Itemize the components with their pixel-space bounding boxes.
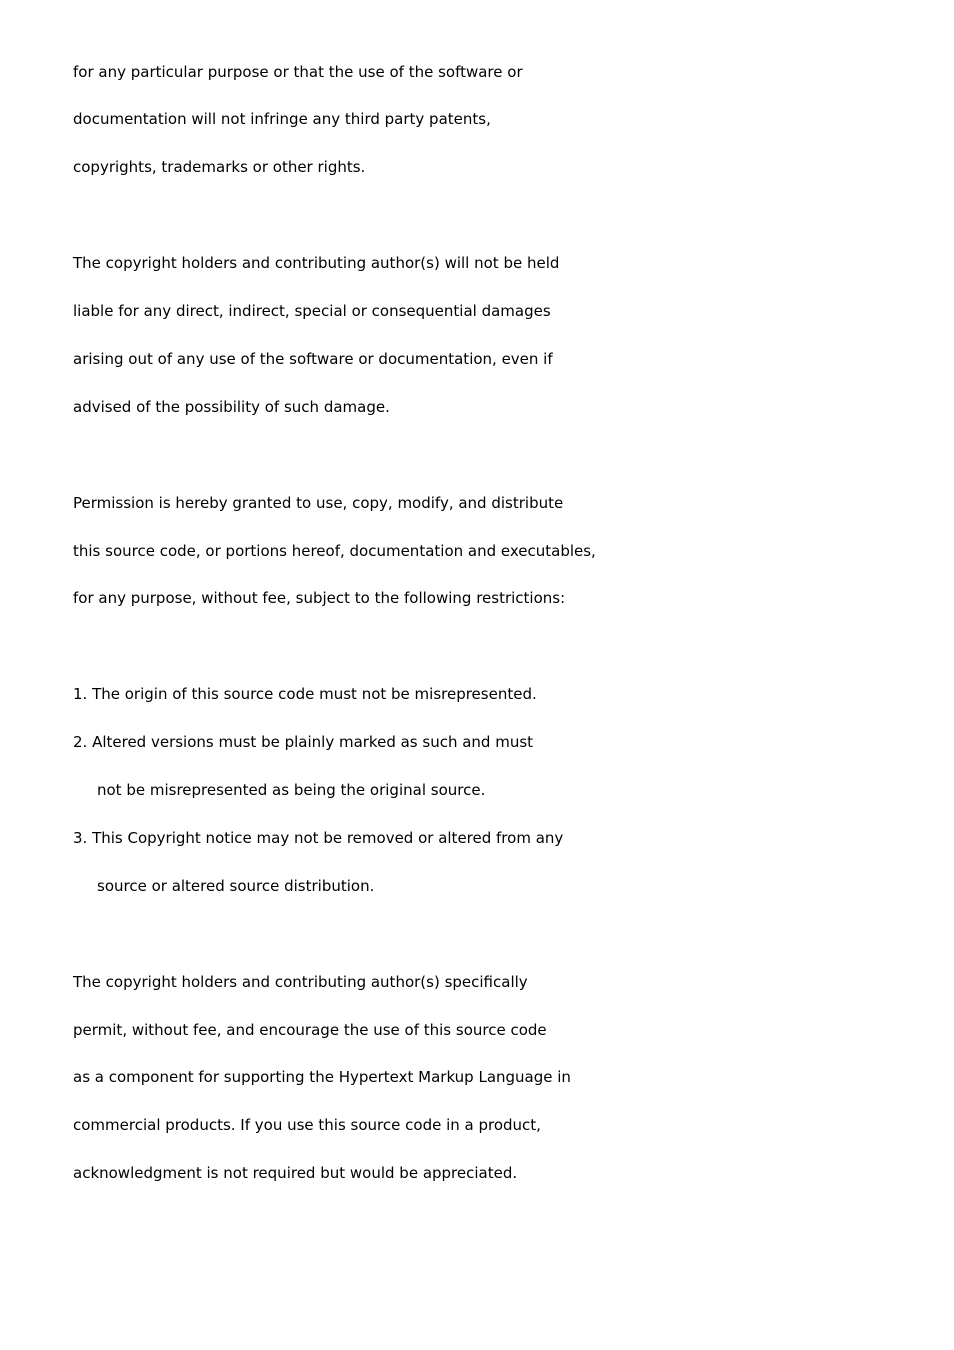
text-line: permit, without fee, and encourage the use of this source code bbox=[73, 1021, 547, 1039]
text-line: documentation will not infringe any third party patents, bbox=[73, 110, 491, 128]
text-line: for any purpose, without fee, subject to the following restrictions: bbox=[73, 589, 566, 607]
text-line: Permission is hereby granted to use, copy, modify, and distribute bbox=[73, 494, 564, 512]
text-line: as a component for supporting the Hypertext Markup Language in bbox=[73, 1068, 571, 1086]
text-line: acknowledgment is not required but would be appreciated. bbox=[73, 1164, 518, 1182]
text-line: arising out of any use of the software or documentation, even if bbox=[73, 350, 553, 368]
text-line: advised of the possibility of such damage. bbox=[73, 398, 390, 416]
text-line: for any particular purpose or that the use of the software or bbox=[73, 63, 523, 81]
text-line: commercial products. If you use this source code in a product, bbox=[73, 1116, 541, 1134]
text-line: copyrights, trademarks or other rights. bbox=[73, 158, 366, 176]
list-item: 1. The origin of this source code must not be misrepresented. bbox=[73, 685, 537, 703]
text-line: this source code, or portions hereof, documentation and executables, bbox=[73, 542, 596, 560]
list-item: 2. Altered versions must be plainly marked as such and must bbox=[73, 733, 534, 751]
text-line: liable for any direct, indirect, special or consequential damages bbox=[73, 302, 551, 320]
text-line: The copyright holders and contributing author(s) will not be held bbox=[73, 254, 560, 272]
text-line: The copyright holders and contributing author(s) specifically bbox=[73, 973, 528, 991]
list-item: 3. This Copyright notice may not be removed or altered from any bbox=[73, 829, 564, 847]
list-item-continuation: not be misrepresented as being the original source. bbox=[97, 781, 486, 799]
list-item-continuation: source or altered source distribution. bbox=[97, 877, 375, 895]
